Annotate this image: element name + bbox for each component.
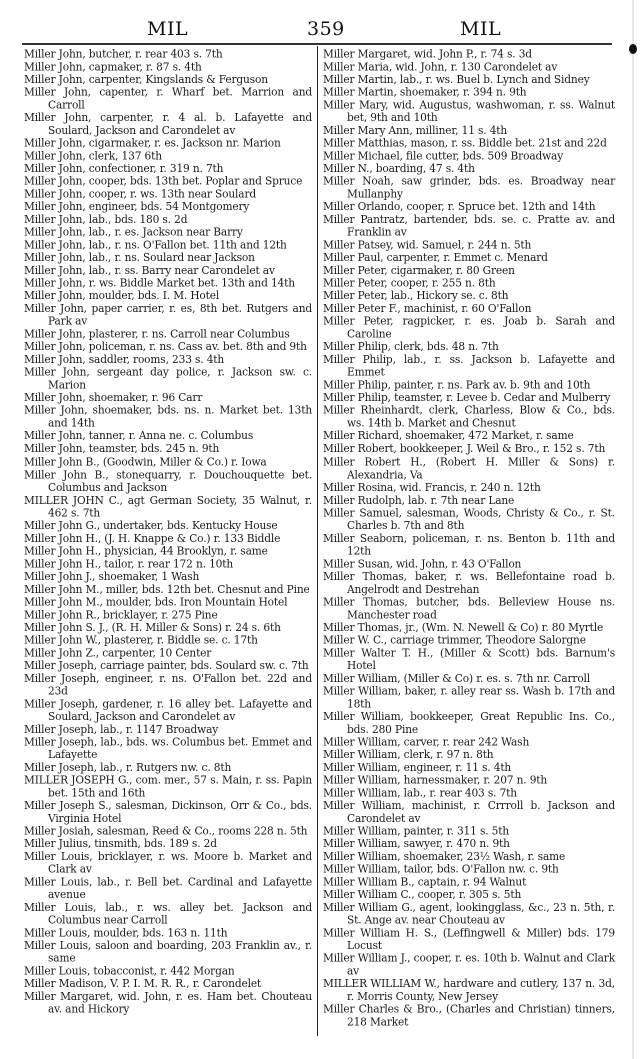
directory-entry: Miller John H., tailor, r. rear 172 n. 10th [24, 557, 234, 571]
directory-entry: Miller John, engineer, bds. 54 Montgomery [24, 200, 250, 214]
directory-entry: Miller Peter, cooper, r. 255 n. 8th [323, 277, 496, 290]
directory-entry: Miller William B., captain, r. 94 Walnut [323, 875, 527, 889]
directory-entry: MILLER WILLIAM W., hardware and cutlery, 137 n. 3d, r. Morris County, New Jersey [323, 977, 615, 1004]
directory-entry: Miller Louis, saloon and boarding, 203 Franklin av., r. same [24, 939, 312, 966]
directory-entry: Miller John W., plasterer, r. Biddle se. c. 17th [24, 633, 258, 647]
directory-entry: Miller John, cooper, bds. 13th bet. Poplar and Spruce [24, 175, 303, 189]
directory-entry: Miller Joseph, lab., r. 1147 Broadway [24, 723, 219, 736]
directory-entry: Miller Maria, wid. John, r. 130 Carondelet av [323, 60, 558, 74]
directory-entry: Miller John G., undertaker, bds. Kentucky House [24, 519, 278, 532]
directory-entry: Miller Philip, lab., r. ss. Jackson b. Lafayette and Emmet [323, 353, 615, 380]
directory-entry: Miller Louis, bricklayer, r. ws. Moore b. Market and Clark av [24, 850, 312, 876]
directory-entry: Miller Martin, lab., r. ws. Buel b. Lynch and Sidney [323, 73, 590, 87]
right-column [323, 48, 615, 1029]
directory-entry: Miller William, (Miller & Co) r. es. s. 7th nr. Carroll [323, 672, 591, 685]
directory-entry: Miller William, machinist, r. Crrroll b. Jackson and Carondelet av [323, 799, 615, 825]
directory-entry: Miller John H., physician, 44 Brooklyn, r. same [24, 544, 268, 558]
directory-entry: Miller John, lab., r. es. Jackson near Barry [24, 226, 243, 240]
directory-entry: Miller Joseph, lab., r. Rutgers nw. c. 8th [24, 761, 232, 774]
directory-entry: Miller N., boarding, 47 s. 4th [323, 162, 475, 176]
directory-entry: Miller Josiah, salesman, Reed & Co., rooms 228 n. 5th [24, 824, 308, 838]
directory-entry: Miller John, cooper, r. ws. 13th near Soulard [24, 188, 256, 201]
directory-entry: Miller John, carpenter, Kingslands & Ferguson [24, 73, 268, 87]
directory-entry: Miller John, r. ws. Biddle Market bet. 13th and 14th [24, 277, 295, 290]
directory-entry: Miller John, lab., bds. 180 s. 2d [24, 213, 188, 227]
directory-entry: Miller John, butcher, r. rear 403 s. 7th [24, 48, 223, 61]
directory-entry: Miller Joseph, lab., bds. ws. Columbus bet. Emmet and Lafayette [24, 735, 312, 762]
directory-entry: Miller Michael, file cutter, bds. 509 Broadway [323, 149, 564, 163]
directory-entry: Miller John, clerk, 137 6th [24, 149, 162, 163]
directory-entry: Miller Thomas, baker, r. ws. Bellefontaine road b. Angelrodt and Destrehan [323, 570, 615, 596]
directory-entry: Miller Philip, clerk, bds. 48 n. 7th [323, 340, 499, 354]
directory-entry: Miller Rudolph, lab. r. 7th near Lane [323, 493, 515, 507]
directory-entry: Miller Peter, ragpicker, r. es. Joab b. Sarah and Caroline [323, 315, 615, 341]
directory-entry: Miller Louis, lab., r. Bell bet. Cardinal and Lafayette avenue [24, 875, 312, 902]
directory-entry: Miller Samuel, salesman, Woods, Christy & Co., r. St. Charles b. 7th and 8th [323, 506, 615, 532]
directory-entry: Miller Joseph, gardener, r. 16 alley bet. Lafayette and Soulard, Jackson and Carondelet av [24, 697, 312, 724]
directory-entry: Miller William, sawyer, r. 470 n. 9th [323, 837, 510, 851]
directory-entry: Miller Peter, lab., Hickory se. c. 8th [323, 289, 509, 303]
directory-entry: Miller John, plasterer, r. ns. Carroll near Columbus [24, 328, 290, 341]
directory-entry: Miller John, capenter, r. Wharf bet. Marrion and Carroll [24, 86, 312, 112]
directory-entry: Miller Rosina, wid. Francis, r. 240 n. 12th [323, 481, 541, 494]
directory-entry: Miller Robert, bookkeeper, J. Weil & Bro., r. 152 s. 7th [323, 442, 606, 456]
directory-entry: Miller John, carpenter, r. 4 al. b. Lafayette and Soulard, Jackson and Carondelet av [24, 111, 312, 138]
directory-entry: Miller Philip, painter, r. ns. Park av. b. 9th and 10th [323, 379, 591, 392]
directory-entry: Miller John, saddler, rooms, 233 s. 4th [24, 353, 225, 367]
directory-entry: Miller Paul, carpenter, r. Emmet c. Menard [323, 251, 548, 265]
left-guide-word: MIL [147, 18, 189, 40]
directory-entry: Miller John S. J., (R. H. Miller & Sons) r. 24 s. 6th [24, 621, 281, 634]
directory-entry: MILLER JOHN C., agt German Society, 35 Walnut, r. 462 s. 7th [24, 493, 312, 520]
directory-entry: Miller John, sergeant day police, r. Jackson sw. c. Marion [24, 366, 312, 392]
directory-entry: Miller John, confectioner, r. 319 n. 7th [24, 162, 224, 176]
directory-entry: Miller Walter T. H., (Miller & Scott) bds. Barnum's Hotel [323, 646, 615, 673]
directory-entry: Miller John J., shoemaker, 1 Wash [24, 570, 200, 583]
directory-entry: Miller John, lab., r. ns. Soulard near Jackson [24, 251, 255, 265]
directory-entry: Miller John, cigarmaker, r. es. Jackson nr. Marion [24, 137, 281, 150]
directory-entry: Miller W. C., carriage trimmer, Theodore Salorgne [323, 633, 586, 647]
ink-blot [629, 44, 637, 54]
page-number: 359 [307, 18, 345, 40]
directory-entry: Miller William G., agent, lookingglass, &c., 23 n. 5th, r. St. Ange av. near Chouteau av [323, 901, 615, 927]
directory-entry: Miller William J., cooper, r. es. 10th b. Walnut and Clark av [323, 952, 615, 978]
directory-entry: Miller John, shoemaker, r. 96 Carr [24, 391, 203, 405]
directory-entry: Miller Philip, teamster, r. Levee b. Cedar and Mulberry [323, 391, 611, 405]
directory-entry: Miller John H., (J. H. Knappe & Co.) r. 133 Biddle [24, 531, 281, 545]
directory-entry: Miller Margaret, wid. John P., r. 74 s. 3d [323, 48, 532, 61]
directory-entry: Miller John, policeman, r. ns. Cass av. bet. 8th and 9th [24, 340, 307, 354]
directory-entry: Miller William, baker, r. alley rear ss. Wash b. 17th and 18th [323, 684, 615, 711]
directory-entry: Miller John Z., carpenter, 10 Center [24, 646, 212, 660]
directory-entry: Miller John B., stonequarry, r. Douchouquette bet. Columbus and Jackson [24, 468, 312, 494]
directory-entry: Miller John, lab., r. ns. O'Fallon bet. 11th and 12th [24, 239, 287, 252]
directory-entry: Miller Seaborn, policeman, r. ns. Benton b. 11th and 12th [323, 531, 615, 558]
directory-entry: MILLER JOSEPH G., com. mer., 57 s. Main, r. ss. Papin bet. 15th and 16th [24, 773, 312, 800]
directory-entry: Miller John, lab., r. ss. Barry near Carondelet av [24, 264, 275, 278]
directory-entry: Miller Richard, shoemaker, 472 Market, r. same [323, 430, 574, 443]
directory-entry: Miller Charles & Bro., (Charles and Christian) tinners, 218 Market [323, 1003, 615, 1029]
directory-entry: Miller William, lab., r. rear 403 s. 7th [323, 786, 517, 800]
directory-entry: Miller William, harnessmaker, r. 207 n. 9th [323, 773, 548, 787]
directory-entry: Miller Noah, saw grinder, bds. es. Broadway near Mullanphy [323, 175, 615, 201]
directory-entry: Miller Peter F., machinist, r. 60 O'Fallon [323, 302, 532, 316]
directory-entry: Miller John, tanner, r. Anna ne. c. Columbus [24, 430, 254, 443]
directory-entry: Miller John B., (Goodwin, Miller & Co.) r. Iowa [24, 455, 267, 469]
left-column [24, 48, 312, 1016]
directory-entry: Miller John, capmaker, r. 87 s. 4th [24, 60, 202, 74]
directory-entry: Miller William, carver, r. rear 242 Wash [323, 735, 530, 749]
directory-entry: Miller William, bookkeeper, Great Republic Ins. Co., bds. 280 Pine [323, 710, 615, 736]
directory-entry: Miller Susan, wid. John, r. 43 O'Fallon [323, 557, 522, 571]
directory-entry: Miller John M., moulder, bds. Iron Mountain Hotel [24, 595, 288, 609]
directory-entry: Miller Julius, tinsmith, bds. 189 s. 2d [24, 837, 217, 851]
directory-entry: Miller John, teamster, bds. 245 n. 9th [24, 442, 220, 456]
directory-entry: Miller Thomas, jr., (Wm. N. Newell & Co) r. 80 Myrtle [323, 621, 604, 634]
directory-entry: Miller Peter, cigarmaker, r. 80 Green [323, 264, 515, 278]
column-divider [317, 46, 318, 1036]
directory-entry: Miller Margaret, wid. John, r. es. Ham bet. Chouteau av. and Hickory [24, 990, 312, 1016]
directory-entry: Miller Matthias, mason, r. ss. Biddle bet. 21st and 22d [323, 137, 607, 150]
directory-entry: Miller Louis, moulder, bds. 163 n. 11th [24, 926, 228, 940]
page-edge [632, 0, 634, 1059]
directory-entry: Miller John, shoemaker, bds. ns. n. Market bet. 13th and 14th [24, 404, 312, 431]
directory-entry: Miller Madison, V. P. I. M. R. R., r. Carondelet [24, 977, 262, 991]
directory-entry: Miller William, clerk, r. 97 n. 8th [323, 748, 494, 762]
directory-entry: Miller Martin, shoemaker, r. 394 n. 9th [323, 86, 527, 99]
directory-entry: Miller Louis, lab., r. ws. alley bet. Jackson and Columbus near Carroll [24, 901, 312, 927]
directory-entry: Miller Joseph, carriage painter, bds. Soulard sw. c. 7th [24, 659, 309, 673]
directory-entry: Miller John M., miller, bds. 12th bet. Chesnut and Pine [24, 582, 310, 596]
directory-entry: Miller Robert H., (Robert H. Miller & Sons) r. Alexandria, Va [323, 455, 615, 482]
directory-entry: Miller William, shoemaker, 23½ Wash, r. same [323, 850, 566, 864]
directory-entry: Miller Thomas, butcher, bds. Belleview House ns. Manchester road [323, 595, 615, 622]
directory-entry: Miller John, moulder, bds. I. M. Hotel [24, 289, 220, 303]
directory-entry: Miller John R., bricklayer, r. 275 Pine [24, 608, 218, 622]
directory-entry: Miller John, paper carrier, r. es, 8th bet. Rutgers and Park av [24, 302, 312, 329]
directory-entry: Miller Rheinhardt, clerk, Charless, Blow & Co., bds. ws. 14th b. Market and Chesnut [323, 404, 615, 431]
header-rule [22, 43, 612, 45]
directory-entry: Miller William, painter, r. 311 s. 5th [323, 824, 510, 838]
page-header [22, 18, 607, 40]
directory-entry: Miller Mary Ann, milliner, 11 s. 4th [323, 124, 508, 138]
directory-entry: Miller Orlando, cooper, r. Spruce bet. 12th and 14th [323, 200, 596, 214]
directory-entry: Miller William, engineer, r. 11 s. 4th [323, 761, 512, 774]
directory-entry: Miller Joseph S., salesman, Dickinson, Orr & Co., bds. Virginia Hotel [24, 799, 312, 825]
directory-entry: Miller William, tailor, bds. O'Fallon nw. c. 9th [323, 863, 559, 876]
directory-entry: Miller Joseph, engineer, r. ns. O'Fallon bet. 22d and 23d [24, 672, 312, 698]
directory-entry: Miller William C., cooper, r. 305 s. 5th [323, 888, 522, 902]
directory-entry: Miller William H. S., (Leffingwell & Miller) bds. 179 Locust [323, 926, 615, 953]
directory-entry: Miller Patsey, wid. Samuel, r. 244 n. 5th [323, 239, 532, 252]
directory-entry: Miller Louis, tobacconist, r. 442 Morgan [24, 965, 235, 978]
directory-entry: Miller Pantratz, bartender, bds. se. c. Pratte av. and Franklin av [323, 213, 615, 240]
directory-entry: Miller Mary, wid. Augustus, washwoman, r. ss. Walnut bet, 9th and 10th [323, 98, 615, 125]
right-guide-word: MIL [460, 18, 502, 40]
